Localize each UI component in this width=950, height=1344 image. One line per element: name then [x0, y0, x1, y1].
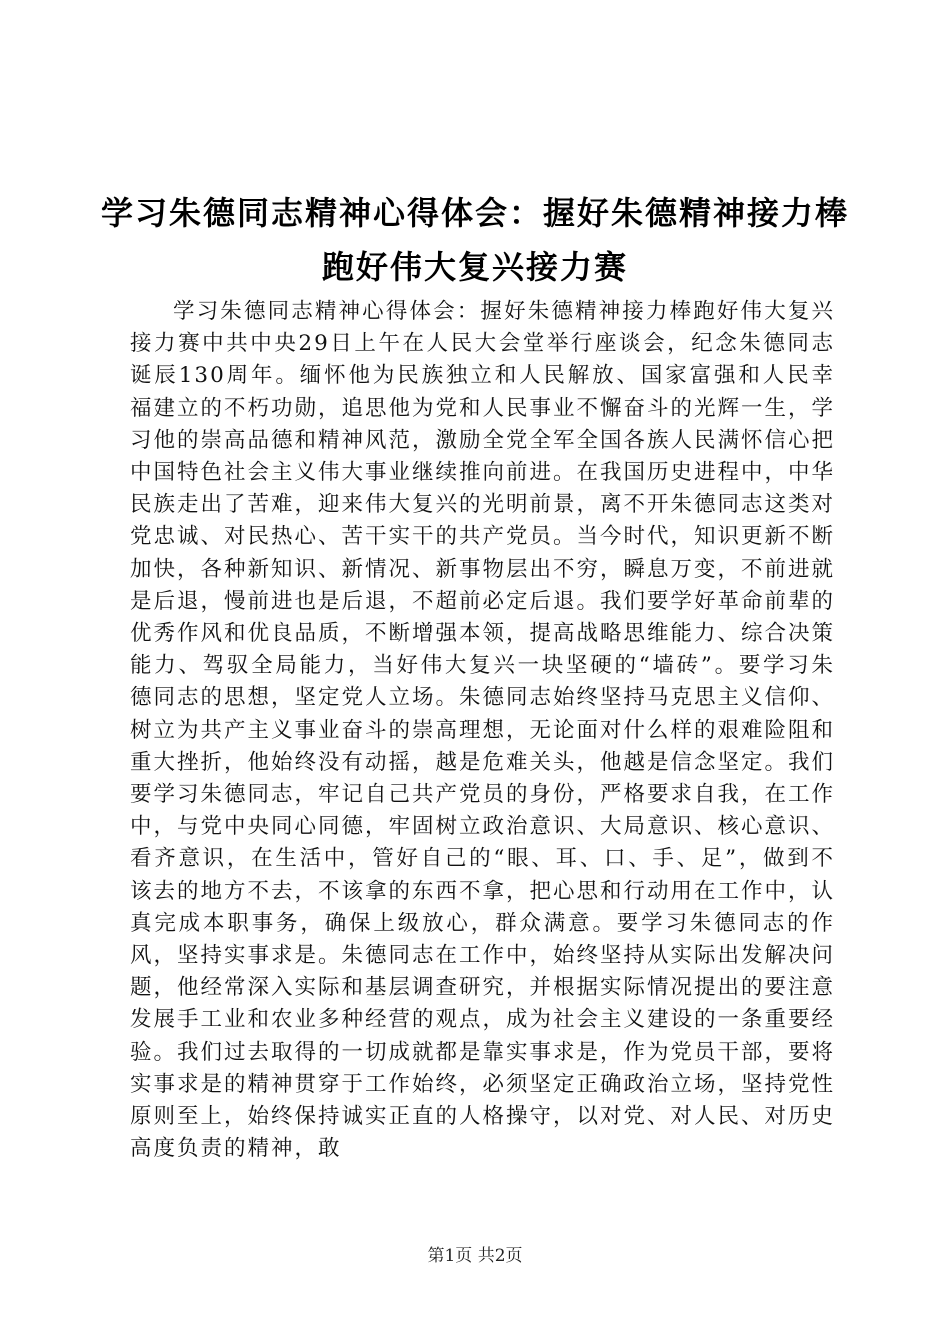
page-number-footer: 第1页 共2页 — [427, 1246, 523, 1266]
document-body-paragraph: 学习朱德同志精神心得体会：握好朱德精神接力棒跑好伟大复兴接力赛中共中央29日上午在人民大会堂举行座谈会，纪念朱德同志诞辰130周年。缅怀他为民族独立和人民解放、国家富强和人民幸福建立的不朽功勋，追思他为党和人民事业不懈奋斗的光辉一生，学习他的崇高品德和精神风范，激励全党全军全国各族人民满怀信心把中国特色社会主义伟大事业继续推向前进。在我国历史进程中，中华民族走出了苦难，迎来伟大复兴的光明前景，离不开朱德同志这类对党忠诚、对民热心、苦干实干的共产党员。当今时代，知识更新不断加快，各种新知识、新情况、新事物层出不穷，瞬息万变，不前进就是后退，慢前进也是后退，不超前必定后退。我们要学好革命前辈的优秀作风和优良品质，不断增强本领，提高战略思维能力、综合决策能力、驾驭全局能力，当好伟大复兴一块坚硬的“墙砖”。要学习朱德同志的思想，坚定党人立场。朱德同志始终坚持马克思主义信仰、树立为共产主义事业奋斗的崇高理想，无论面对什么样的艰难险阻和重大挫折，他始终没有动摇，越是危难关头，他越是信念坚定。我们要学习朱德同志，牢记自己共产党员的身份，严格要求自我，在工作中，与党中央同心同德，牢固树立政治意识、大局意识、核心意识、看齐意识，在生活中，管好自己的“眼、耳、口、手、足”，做到不该去的地方不去，不该拿的东西不拿，把心思和行动用在工作中，认真完成本职事务，确保上级放心，群众满意。要学习朱德同志的作风，坚持实事求是。朱德同志在工作中，始终坚持从实际出发解决问题，他经常深入实际和基层调查研究，并根据实际情况提出的要注意发展手工业和农业多种经营的观点，成为社会主义建设的一条重要经验。我们过去取得的一切成就都是靠实事求是，作为党员干部，要将实事求是的精神贯穿于工作始终，必须坚定正确政治立场，坚持党性原则至上，始终保持诚实正直的人格操守，以对党、对人民、对历史高度负责的精神，敢 — [130, 299, 836, 1162]
document-title: 学习朱德同志精神心得体会：握好朱德精神接力棒跑好伟大复兴接力赛 — [100, 194, 849, 286]
